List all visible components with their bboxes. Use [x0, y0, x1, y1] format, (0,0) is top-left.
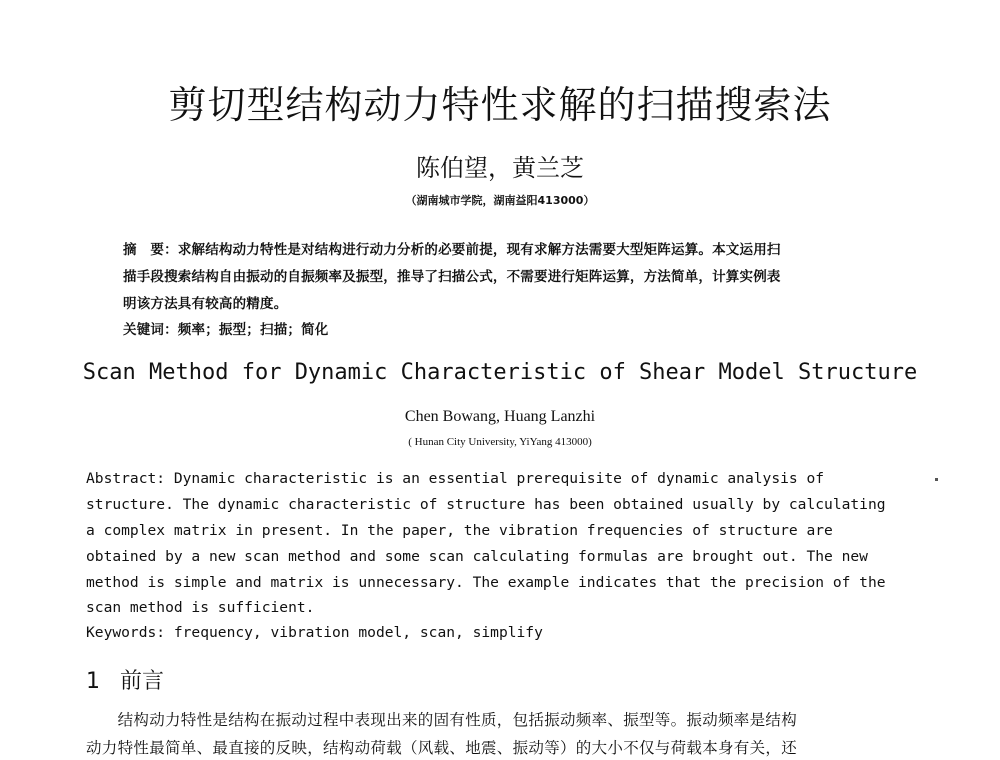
keywords-en: Keywords: frequency, vibration model, scan, simplify [86, 624, 543, 641]
abstract-cn-line-2: 描手段搜索结构自由振动的自振频率及振型，推导了扫描公式，不需要进行矩阵运算，方法简单，计算实例表 [123, 269, 781, 285]
authors-en: Chen Bowang, Huang Lanzhi [404, 408, 596, 425]
paper-title-cn: 剪切型结构动力特性求解的扫描搜索法 [168, 83, 832, 127]
abstract-en-line: method is simple and matrix is unnecessary. The example indicates that the precision of the [86, 574, 886, 591]
abstract-en-line: scan method is sufficient. [86, 599, 315, 616]
abstract-en-line: structure. The dynamic characteristic of structure has been obtained usually by calculating [86, 496, 886, 513]
paper-title-en: Scan Method for Dynamic Characteristic of Shear Model Structure [82, 360, 918, 385]
authors-cn: 陈伯望，黄兰芝 [416, 154, 584, 182]
section-number: 1 [86, 669, 100, 694]
abstract-cn-label: 摘 要： [123, 242, 178, 258]
abstract-en-line: obtained by a new scan method and some scan calculating formulas are brought out. The new [86, 548, 868, 565]
body-line: 结构动力特性是结构在振动过程中表现出来的固有性质，包括振动频率、振型等。振动频率是结构 [86, 711, 798, 729]
scan-speck [935, 478, 938, 481]
affiliation-en: ( Hunan City University, YiYang 413000) [408, 436, 592, 448]
body-line: 动力特性最简单、最直接的反映，结构动荷载（风载、地震、振动等）的大小不仅与荷载本身有关，还 [86, 739, 798, 757]
abstract-cn-line-3: 明该方法具有较高的精度。 [123, 296, 288, 312]
abstract-cn-text-1: 求解结构动力特性是对结构进行动力分析的必要前提，现有求解方法需要大型矩阵运算。本文运用扫 [177, 242, 781, 258]
section-heading [86, 664, 164, 695]
keywords-cn: 关键词：频率；振型；扫描；简化 [123, 322, 329, 338]
affiliation-cn: （湖南城市学院，湖南益阳413000） [405, 194, 595, 207]
section-title: 前言 [120, 669, 165, 694]
abstract-en-line: a complex matrix in present. In the paper, the vibration frequencies of structure are [86, 522, 833, 539]
abstract-en-line: Abstract: Dynamic characteristic is an essential prerequisite of dynamic analysis of [86, 470, 825, 487]
abstract-cn-line-1 [123, 238, 781, 258]
